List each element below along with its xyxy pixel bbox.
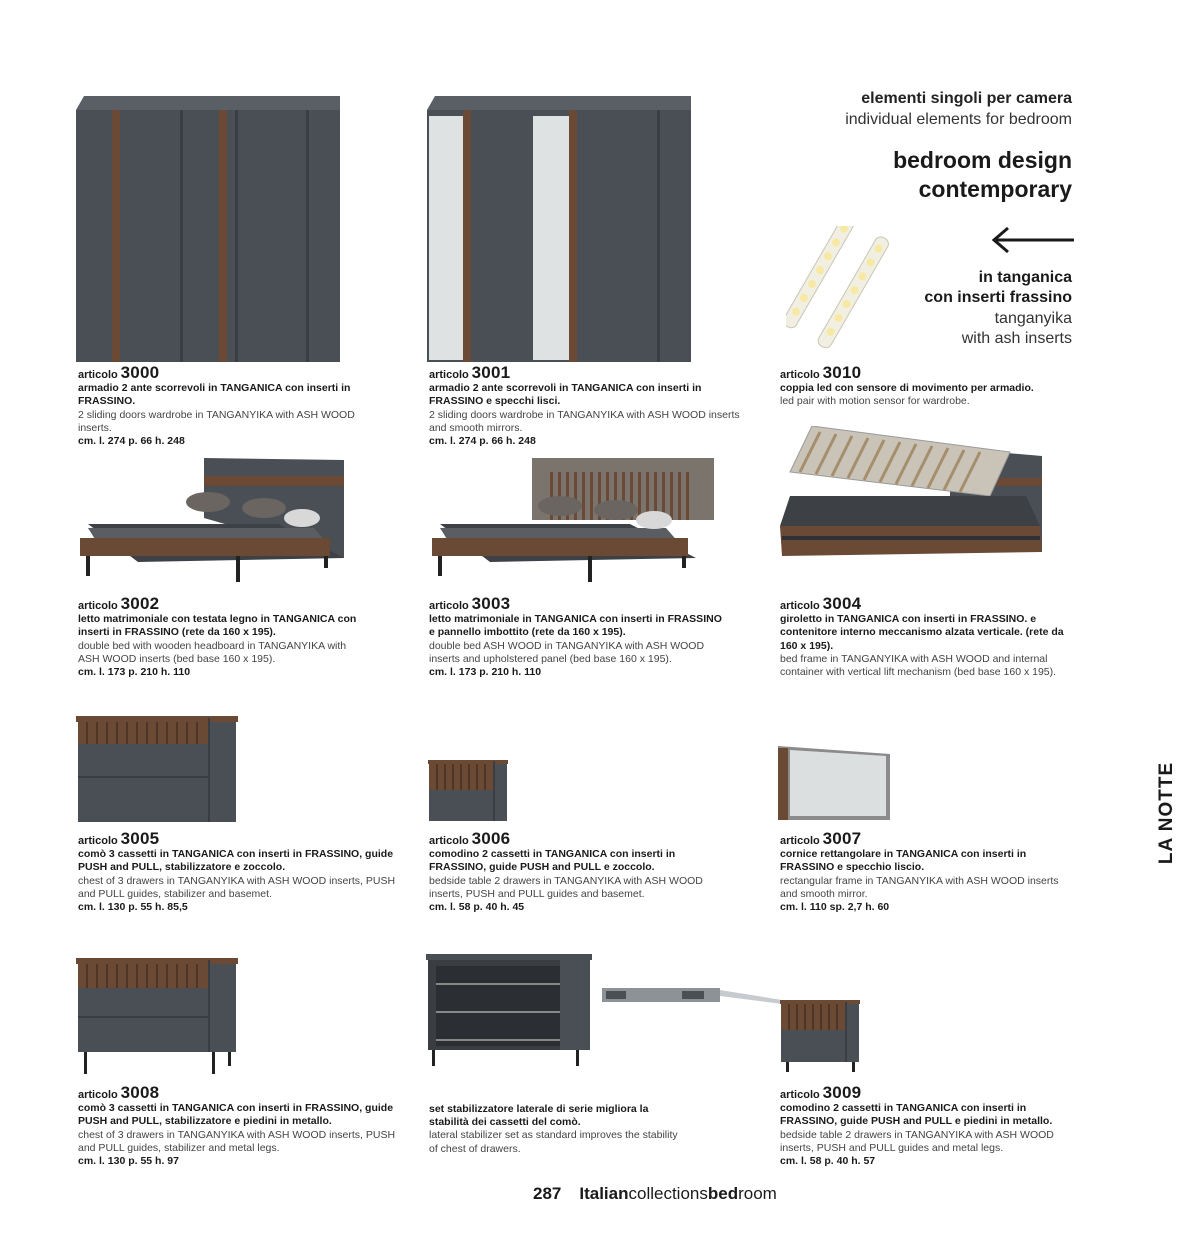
caption-3009 <box>780 1083 1080 1168</box>
article-desc-it: armadio 2 ante scorrevoli in TANGANICA con inserti in FRASSINO e specchi lisci. <box>429 382 702 408</box>
article-prefix: articolo <box>780 835 820 847</box>
finish-it <box>924 268 1072 308</box>
stabilizer-rail-image <box>602 982 782 1012</box>
collection-title-line2: contemporary <box>918 176 1072 202</box>
article-desc-en: double bed ASH WOOD in TANGANYIKA with ASH WOOD inserts and upholstered panel (bed base 160 x 195). <box>429 639 705 665</box>
article-prefix: articolo <box>780 1089 820 1101</box>
article-desc-it: set stabilizzatore laterale di serie migliora la stabilità dei cassetti del comò. <box>429 1103 649 1129</box>
article-desc-it: comodino 2 cassetti in TANGANICA con inserti in FRASSINO, guide PUSH and PULL e zoccolo. <box>429 848 676 874</box>
finish-it-line2: con inserti frassino <box>924 289 1072 306</box>
section-side-tab-label: LA NOTTE <box>1156 761 1177 865</box>
mirror-3007-image <box>778 746 892 822</box>
article-desc-en: chest of 3 drawers in TANGANYIKA with ASH WOOD inserts, PUSH and PULL guides, stabilizer and metal legs. <box>78 1128 396 1154</box>
article-prefix: articolo <box>78 835 118 847</box>
article-number: 3002 <box>120 594 160 613</box>
brand-bed: bed <box>707 1184 739 1203</box>
article-desc-en: rectangular frame in TANGANYIKA with ASH WOOD inserts and smooth mirror. <box>780 874 1059 900</box>
article-number: 3005 <box>120 829 160 848</box>
caption-3000 <box>78 363 368 448</box>
article-number: 3010 <box>822 363 862 382</box>
article-desc-en: 2 sliding doors wardrobe in TANGANYIKA with ASH WOOD inserts and smooth mirrors. <box>429 408 740 434</box>
wardrobe-3000-image <box>76 96 342 364</box>
article-desc-en: chest of 3 drawers in TANGANYIKA with ASH WOOD inserts, PUSH and PULL guides, stabilizer and basemet. <box>78 874 396 900</box>
article-number: 3001 <box>471 363 511 382</box>
collection-title-line1: bedroom design <box>893 147 1072 173</box>
article-number: 3007 <box>822 829 862 848</box>
finish-en-line2: with ash inserts <box>961 330 1072 347</box>
article-dims: cm. l. 110 sp. 2,7 h. 60 <box>780 901 890 914</box>
bedside-3009-image <box>780 1000 860 1072</box>
section-title-it: elementi singoli per camera <box>861 90 1072 107</box>
article-desc-en: led pair with motion sensor for wardrobe. <box>780 395 970 408</box>
collection-title <box>893 146 1072 204</box>
article-dims: cm. l. 274 p. 66 h. 248 <box>78 435 185 448</box>
bed-3003-image <box>430 458 714 588</box>
finish-en-line1: tanganyika <box>994 310 1072 327</box>
caption-3003 <box>429 594 729 679</box>
article-dims: cm. l. 58 p. 40 h. 45 <box>429 901 525 914</box>
article-prefix: articolo <box>429 369 469 381</box>
caption-3001 <box>429 363 749 448</box>
article-desc-it: armadio 2 ante scorrevoli in TANGANICA con inserti in FRASSINO. <box>78 382 351 408</box>
article-prefix: articolo <box>78 369 118 381</box>
bed-3004-image <box>780 426 1044 566</box>
caption-stabilizer <box>429 1103 679 1156</box>
finish-it-line1: in tanganica <box>978 269 1072 286</box>
stabilizer-chest-image <box>426 954 592 1068</box>
article-number: 3008 <box>120 1083 160 1102</box>
article-desc-en: bedside table 2 drawers in TANGANYIKA with ASH WOOD inserts, PUSH and PULL guides and basemet. <box>429 874 703 900</box>
article-number: 3009 <box>822 1083 862 1102</box>
article-prefix: articolo <box>429 600 469 612</box>
section-title-en: individual elements for bedroom <box>845 111 1072 128</box>
caption-3002 <box>78 594 368 679</box>
article-prefix: articolo <box>78 600 118 612</box>
article-dims: cm. l. 58 p. 40 h. 57 <box>780 1155 876 1168</box>
brand-italian: Italian <box>579 1184 629 1203</box>
article-desc-it: cornice rettangolare in TANGANICA con inserti in FRASSINO e specchio liscio. <box>780 848 1027 874</box>
article-dims: cm. l. 173 p. 210 h. 110 <box>429 666 542 679</box>
caption-3005 <box>78 829 398 914</box>
article-number: 3003 <box>471 594 511 613</box>
article-desc-it: letto matrimoniale con testata legno in TANGANICA con inserti in FRASSINO (rete da 160 x 195). <box>78 613 357 639</box>
article-desc-en: bedside table 2 drawers in TANGANYIKA with ASH WOOD inserts, PUSH and PULL guides and metal legs. <box>780 1128 1054 1154</box>
article-desc-it: letto matrimoniale in TANGANICA con inserti in FRASSINO e pannello imbottito (rete da 160 x 195). <box>429 613 722 639</box>
article-number: 3004 <box>822 594 862 613</box>
wardrobe-3001-image <box>427 96 693 364</box>
chest-3005-image <box>76 716 238 822</box>
brand-room: room <box>738 1184 777 1203</box>
article-dims: cm. l. 130 p. 55 h. 85,5 <box>78 901 188 914</box>
article-desc-it: coppia led con sensore di movimento per armadio. <box>780 382 1034 395</box>
article-desc-en: 2 sliding doors wardrobe in TANGANYIKA with ASH WOOD inserts. <box>78 408 355 434</box>
caption-3006 <box>429 829 719 914</box>
finish-en <box>962 309 1072 349</box>
article-prefix: articolo <box>78 1089 118 1101</box>
article-desc-it: comò 3 cassetti in TANGANICA con inserti in FRASSINO, guide PUSH and PULL, stabilizzatore e zoccolo. <box>78 848 394 874</box>
brand-collections: collections <box>628 1184 708 1203</box>
article-number: 3000 <box>120 363 160 382</box>
article-desc-it: comò 3 cassetti in TANGANICA con inserti in FRASSINO, guide PUSH and PULL, stabilizzatore e piedini in metallo. <box>78 1102 394 1128</box>
article-dims: cm. l. 130 p. 55 h. 97 <box>78 1155 179 1168</box>
article-prefix: articolo <box>780 369 820 381</box>
article-prefix: articolo <box>780 600 820 612</box>
caption-3010 <box>780 363 1070 409</box>
section-side-tab <box>1150 760 1190 870</box>
caption-3004 <box>780 594 1070 679</box>
led-pair-3010-image <box>786 226 906 356</box>
caption-3007 <box>780 829 1070 914</box>
page-footer <box>533 1184 777 1204</box>
article-desc-it: giroletto in TANGANICA con inserti in FRASSINO. e contenitore interno meccanismo alzata verticale. (rete da 160 x 195). <box>780 613 1064 652</box>
caption-3008 <box>78 1083 398 1168</box>
bed-3002-image <box>78 458 348 588</box>
article-prefix: articolo <box>429 835 469 847</box>
article-dims: cm. l. 173 p. 210 h. 110 <box>78 666 191 679</box>
bedside-3006-image <box>428 760 508 822</box>
chest-3008-image <box>76 958 238 1076</box>
article-desc-en: lateral stabilizer set as standard improves the stability of chest of drawers. <box>429 1129 678 1155</box>
article-desc-en: double bed with wooden headboard in TANGANYIKA with ASH WOOD inserts (bed base 160 x 195). <box>78 639 347 665</box>
article-number: 3006 <box>471 829 511 848</box>
article-dims: cm. l. 274 p. 66 h. 248 <box>429 435 536 448</box>
article-desc-en: bed frame in TANGANYIKA with ASH WOOD and internal container with vertical lift mechanism (bed base 160 x 195). <box>780 652 1057 679</box>
arrow-left-icon <box>990 226 1074 254</box>
article-desc-it: comodino 2 cassetti in TANGANICA con inserti in FRASSINO, guide PUSH and PULL e piedini in metallo. <box>780 1102 1053 1128</box>
page-number: 287 <box>533 1184 562 1203</box>
